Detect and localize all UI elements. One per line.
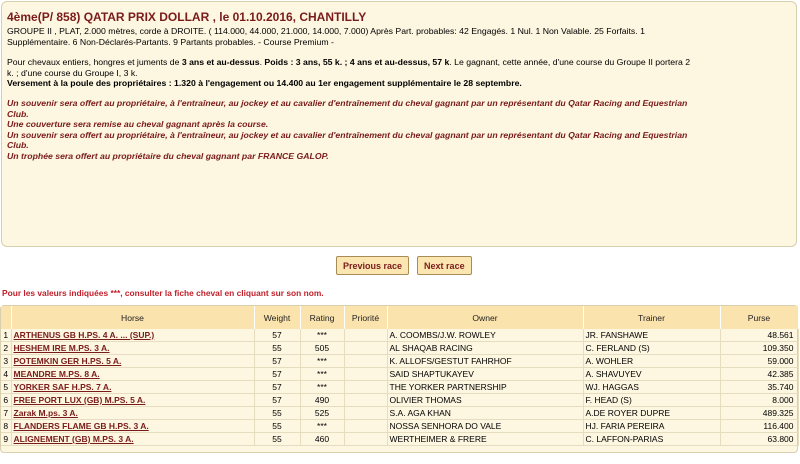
row-number: 5	[1, 381, 11, 394]
weight-cell: 57	[254, 394, 300, 407]
horse-name-link[interactable]: ARTHENUS GB H.PS. 4 A. ... (SUP.)	[11, 329, 254, 342]
trainer-cell: WJ. HAGGAS	[583, 381, 720, 394]
priorite-cell	[344, 329, 387, 342]
priorite-cell	[344, 394, 387, 407]
runners-table-container	[0, 305, 798, 453]
purse-cell: 59.000	[720, 355, 798, 368]
owner-cell: SAID SHAPTUKAYEV	[387, 368, 583, 381]
weight-cell: 55	[254, 433, 300, 446]
horse-name-link[interactable]: FLANDERS FLAME GB H.PS. 3 A.	[11, 420, 254, 433]
race-title: 4ème(P/ 858) QATAR PRIX DOLLAR , le 01.10.2016, CHANTILLY	[7, 10, 367, 24]
owner-cell: S.A. AGA KHAN	[387, 407, 583, 420]
owner-cell: THE YORKER PARTNERSHIP	[387, 381, 583, 394]
horse-name-link[interactable]: HESHEM IRE M.PS. 3 A.	[11, 342, 254, 355]
horse-name-link[interactable]: POTEMKIN GER H.PS. 5 A.	[11, 355, 254, 368]
rating-cell: ***	[300, 355, 344, 368]
owner-cell: NOSSA SENHORA DO VALE	[387, 420, 583, 433]
rating-notice: Pour les valeurs indiquées ***, consulter la fiche cheval en cliquant sur son nom.	[2, 288, 324, 298]
souvenir-1a: Un souvenir sera offert au propriétaire, à l'entraîneur, au jockey et au cavalier d'entraînement du cheval gagnant par un représentant du Qatar Racing and Equestrian	[7, 97, 688, 108]
weight-cell: 57	[254, 381, 300, 394]
eligibility-mid: .	[259, 57, 265, 68]
horse-name-link[interactable]: ALIGNEMENT (GB) M.PS. 3 A.	[11, 433, 254, 446]
row-number: 6	[1, 394, 11, 407]
rating-cell: 525	[300, 407, 344, 420]
owner-cell: AL SHAQAB RACING	[387, 342, 583, 355]
header-horse: Horse	[11, 306, 254, 329]
row-number: 4	[1, 368, 11, 381]
horse-name-link[interactable]: MEANDRE M.PS. 8 A.	[11, 368, 254, 381]
weight-cell: 57	[254, 368, 300, 381]
trainer-cell: A.DE ROYER DUPRE	[583, 407, 720, 420]
purse-cell: 63.800	[720, 433, 798, 446]
header-purse: Purse	[720, 306, 798, 329]
purse-cell: 48.561	[720, 329, 798, 342]
table-row	[1, 433, 798, 446]
race-info-panel	[1, 1, 797, 247]
rating-cell: ***	[300, 368, 344, 381]
eligibility-pre: Pour chevaux entiers, hongres et juments de	[7, 57, 182, 68]
owner-cell: K. ALLOFS/GESTUT FAHRHOF	[387, 355, 583, 368]
header-trainer: Trainer	[583, 306, 720, 329]
header-owner: Owner	[387, 306, 583, 329]
table-row	[1, 368, 798, 381]
table-row	[1, 342, 798, 355]
weight-cell: 57	[254, 355, 300, 368]
purse-cell: 42.385	[720, 368, 798, 381]
next-race-button[interactable]: Next race	[417, 256, 472, 275]
row-number: 8	[1, 420, 11, 433]
rating-cell: ***	[300, 329, 344, 342]
priorite-cell	[344, 433, 387, 446]
weight-cell: 55	[254, 420, 300, 433]
owner-cell: A. COOMBS/J.W. ROWLEY	[387, 329, 583, 342]
couverture: Une couverture sera remise au cheval gagnant après la course.	[7, 119, 269, 130]
eligibility-age: 3 ans et au-dessus	[181, 57, 260, 68]
table-row	[1, 420, 798, 433]
race-versement: Versement à la poule des propriétaires : 1.320 à l'engagement ou 14.400 au 1er engagement supplémentaire le 28 septembre.	[7, 78, 522, 89]
table-row	[1, 394, 798, 407]
race-navigation	[336, 256, 472, 275]
priorite-cell	[344, 355, 387, 368]
trainer-cell: HJ. FARIA PEREIRA	[583, 420, 720, 433]
trophee: Un trophée sera offert au propriétaire du cheval gagnant par FRANCE GALOP.	[7, 150, 329, 161]
souvenir-2b: Club.	[7, 140, 29, 151]
priorite-cell	[344, 407, 387, 420]
purse-cell: 8.000	[720, 394, 798, 407]
horse-name-link[interactable]: Zarak M.ps. 3 A.	[11, 407, 254, 420]
priorite-cell	[344, 368, 387, 381]
trainer-cell: F. HEAD (S)	[583, 394, 720, 407]
row-number: 9	[1, 433, 11, 446]
rating-cell: ***	[300, 420, 344, 433]
trainer-cell: JR. FANSHAWE	[583, 329, 720, 342]
souvenir-2a: Un souvenir sera offert au propriétaire, à l'entraîneur, au jockey et au cavalier d'entraînement du cheval gagnant par un représentant du Qatar Racing and Equestrian	[7, 129, 688, 140]
table-header-row	[1, 306, 798, 329]
table-row	[1, 381, 798, 394]
table-row	[1, 355, 798, 368]
race-eligibility-2: k. ; d'une course du Groupe I, 3 k.	[7, 67, 138, 78]
rating-cell: 505	[300, 342, 344, 355]
weight-cell: 55	[254, 342, 300, 355]
trainer-cell: C. FERLAND (S)	[583, 342, 720, 355]
row-number: 3	[1, 355, 11, 368]
race-eligibility	[7, 57, 791, 68]
trainer-cell: A. WOHLER	[583, 355, 720, 368]
rating-cell: 490	[300, 394, 344, 407]
priorite-cell	[344, 420, 387, 433]
eligibility-weights: Poids : 3 ans, 55 k. ; 4 ans et au-dessus, 57 k	[264, 57, 450, 68]
purse-cell: 35.740	[720, 381, 798, 394]
rating-cell: ***	[300, 381, 344, 394]
header-priorite: Priorité	[344, 306, 387, 329]
priorite-cell	[344, 381, 387, 394]
owner-cell: WERTHEIMER & FRERE	[387, 433, 583, 446]
table-row	[1, 329, 798, 342]
purse-cell: 489.325	[720, 407, 798, 420]
weight-cell: 55	[254, 407, 300, 420]
horse-name-link[interactable]: YORKER SAF H.PS. 7 A.	[11, 381, 254, 394]
row-number: 2	[1, 342, 11, 355]
weight-cell: 57	[254, 329, 300, 342]
runners-table	[1, 306, 799, 446]
header-weight: Weight	[254, 306, 300, 329]
table-row	[1, 407, 798, 420]
priorite-cell	[344, 342, 387, 355]
previous-race-button[interactable]: Previous race	[336, 256, 409, 275]
rating-cell: 460	[300, 433, 344, 446]
race-conditions-2: Supplémentaire. 6 Non-Déclarés-Partants. 9 Partants probables. - Course Premium -	[7, 36, 334, 47]
eligibility-post: . Le gagnant, cette année, d'une course du Groupe II portera 2	[449, 57, 691, 68]
owner-cell: OLIVIER THOMAS	[387, 394, 583, 407]
row-number: 7	[1, 407, 11, 420]
row-number: 1	[1, 329, 11, 342]
header-rating: Rating	[300, 306, 344, 329]
trainer-cell: A. SHAVUYEV	[583, 368, 720, 381]
purse-cell: 116.400	[720, 420, 798, 433]
horse-name-link[interactable]: FREE PORT LUX (GB) M.PS. 5 A.	[11, 394, 254, 407]
trainer-cell: C. LAFFON-PARIAS	[583, 433, 720, 446]
purse-cell: 109.350	[720, 342, 798, 355]
header-number	[1, 306, 11, 329]
race-conditions-1: GROUPE II , PLAT, 2.000 mètres, corde à DROITE. ( 114.000, 44.000, 21.000, 14.000, 7.000) Après Part. probables: 42 Engagés. 1 Nul. 1 Non Valable. 25 Forfaits. 1	[7, 26, 645, 36]
souvenir-1b: Club.	[7, 108, 29, 119]
